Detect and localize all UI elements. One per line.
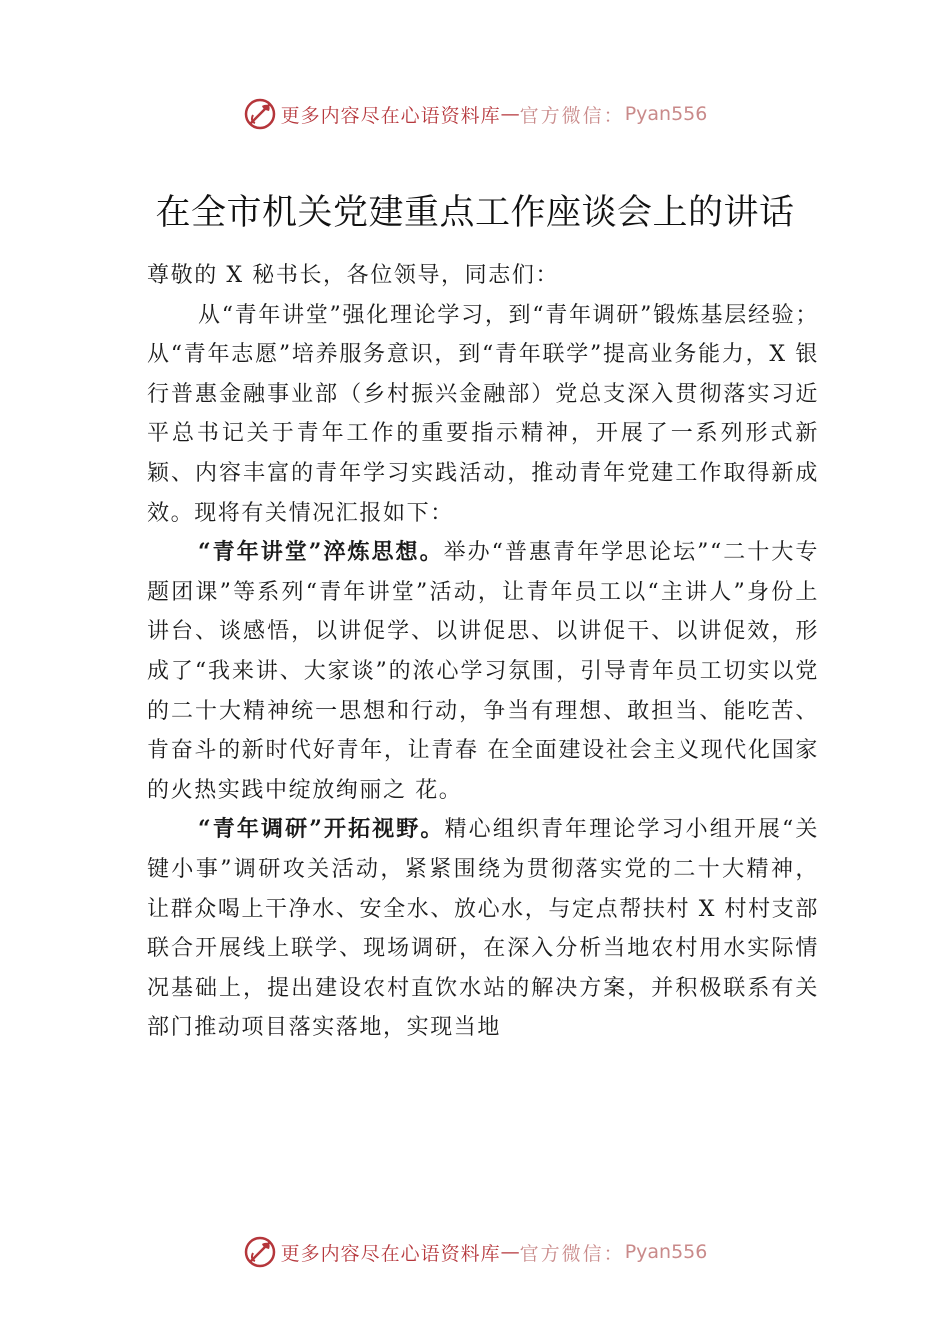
document-body <box>147 256 819 1048</box>
quill-logo-icon <box>243 1235 277 1269</box>
intro-paragraph: 从“青年讲堂”强化理论学习，到“青年调研”锻炼基层经验；从“青年志愿”培养服务意识，到“青年联学”提高业务能力，X 银行普惠金融事业部（乡村振兴金融部）党总支深入贯彻落实习近平总书记关于青年工作的重要指示精神，开展了一系列形式新颖、内容丰富的青年学习实践活动，推动青年党建工作取得新成效。现将有关情况汇报如下： <box>147 302 819 526</box>
watermark-wechat-label: 官方微信： <box>519 104 625 127</box>
watermark-wechat-id: Pyan556 <box>624 103 708 125</box>
section-paragraph <box>147 810 819 1048</box>
watermark-wechat-id: Pyan556 <box>624 1241 708 1263</box>
section-paragraph <box>147 533 819 810</box>
section-text: 举办“普惠青年学思论坛”“二十大专题团课”等系列“青年讲堂”活动，让青年员工以“主讲人”身份上讲台、谈感悟，以讲促学、以讲促思、以讲促干、以讲促效，形成了“我来讲、大家谈”的浓心学习氛围，引导青年员工切实以党的二十大精神统一思想和行动，争当有理想、敢担当、能吃苦、肯奋斗的新时代好青年，让青春 在全面建设社会主义现代化国家的火热实践中绽放绚丽之 花。 <box>147 540 819 803</box>
section-heading: “青年讲堂”淬炼思想。 <box>198 539 444 566</box>
section-text: 精心组织青年理论学习小组开展“关键小事”调研攻关活动，紧紧围绕为贯彻落实党的二十大精神，让群众喝上干净水、安全水、放心水，与定点帮扶村 X 村村支部联合开展线上联学、现场调研，在深入分析当地农村用水实际情况基础上，提出建设农村直饮水站的解决方案，并积极联系有关部门推动项目落实落地，实现当地 <box>147 817 819 1041</box>
watermark-dash: — <box>500 1241 520 1263</box>
section-heading: “青年调研”开拓视野。 <box>198 816 445 843</box>
document-title: 在全市机关党建重点工作座谈会上的讲话 <box>155 193 795 233</box>
watermark-slogan: 更多内容尽在心语资料库 <box>280 104 501 127</box>
watermark-banner-top <box>0 92 950 136</box>
watermark-wechat-label: 官方微信： <box>519 1242 625 1265</box>
watermark-banner-bottom <box>0 1230 950 1274</box>
watermark-dash: — <box>500 103 520 125</box>
salutation: 尊敬的 X 秘书长，各位领导，同志们： <box>147 263 560 288</box>
watermark-slogan: 更多内容尽在心语资料库 <box>280 1242 501 1265</box>
quill-logo-icon <box>243 97 277 131</box>
